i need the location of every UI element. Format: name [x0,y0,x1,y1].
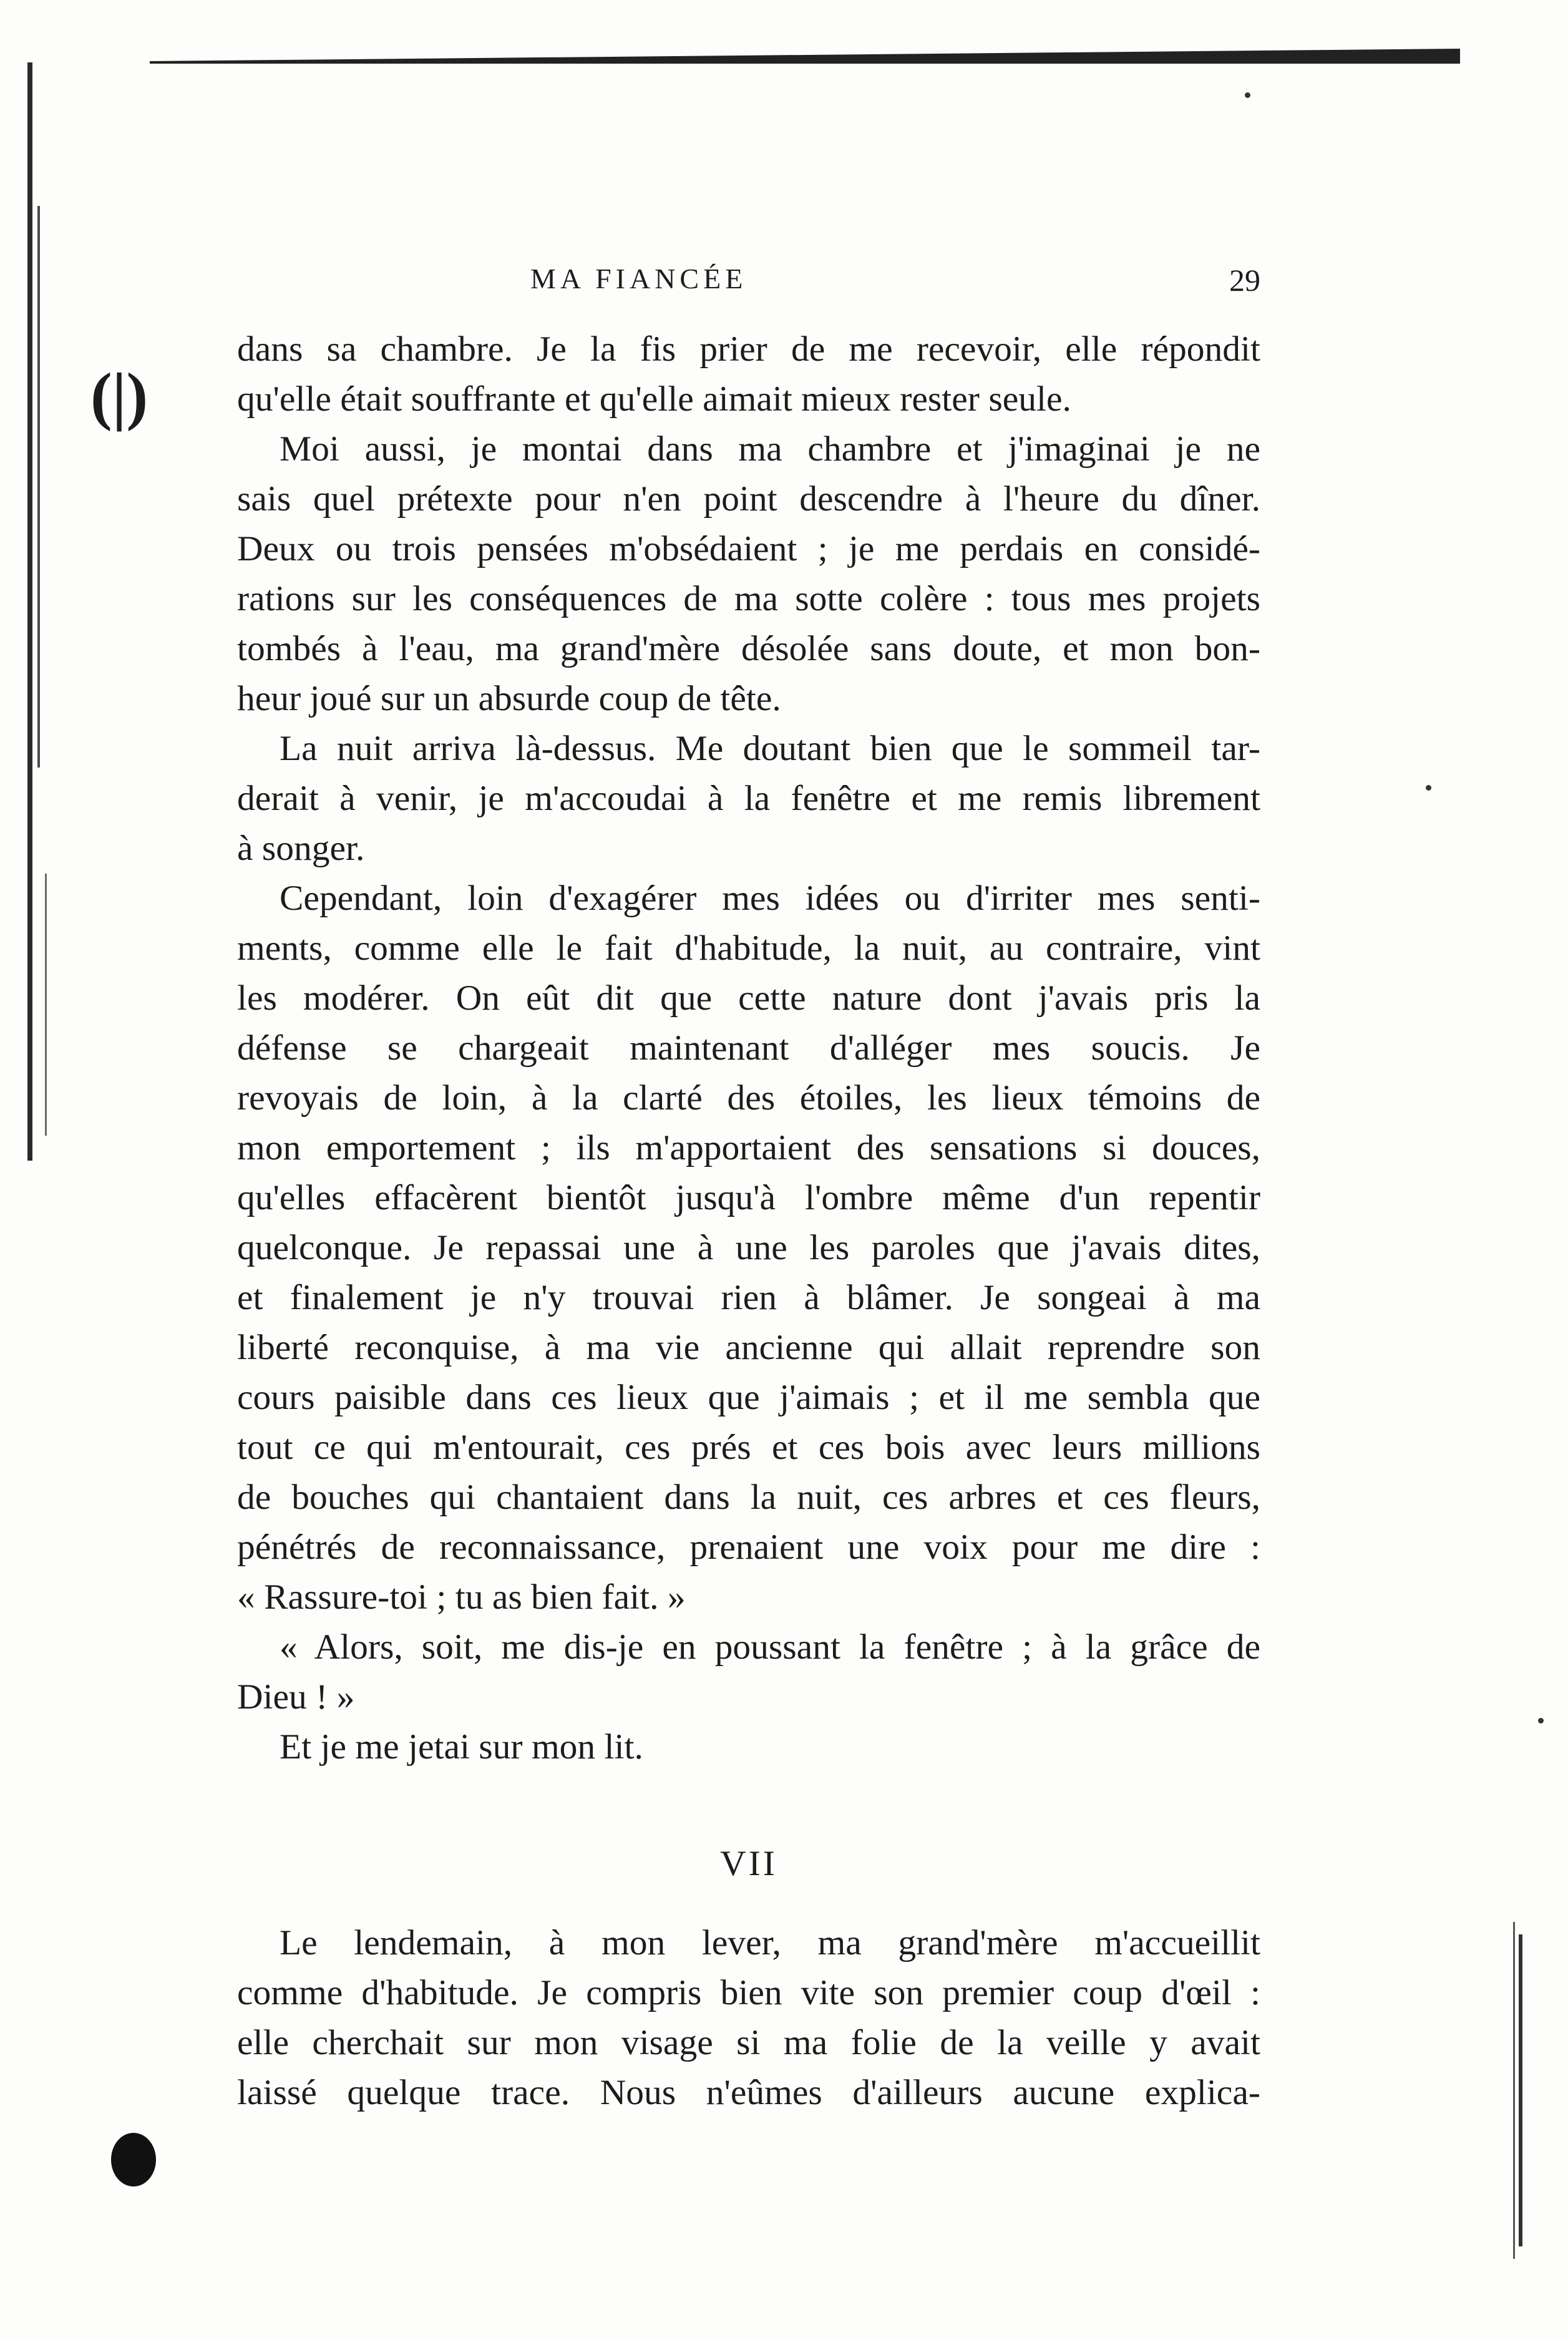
text-line: « Rassure-toi ; tu as bien fait. » [237,1577,686,1617]
text-line: laissé quelque trace. Nous n'eûmes d'ailleurs aucune explica- [237,2073,1260,2112]
scan-edge-shadow [37,206,40,768]
text-line: quelconque. Je repassai une à une les paroles que j'avais dites, [237,1228,1260,1267]
text-line: comme d'habitude. Je compris bien vite son premier coup d'œil : [237,1973,1260,2012]
text-line: rations sur les conséquences de ma sotte colère : tous mes projets [237,579,1260,618]
chapter-heading: VII [720,1844,777,1883]
margin-glyph: (|) [90,360,149,432]
body-text [237,324,1260,2118]
text-line: mon emportement ; ils m'apportaient des sensations si douces, [237,1128,1260,1168]
text-line: et finalement je n'y trouvai rien à blâmer. Je songeai à ma [237,1278,1260,1317]
text-line: défense se chargeait maintenant d'alléger mes soucis. Je [237,1028,1260,1068]
text-line: tombés à l'eau, ma grand'mère désolée sans doute, et mon bon- [237,629,1260,668]
text-line: La nuit arriva là-dessus. Me doutant bien que le sommeil tar- [280,729,1260,768]
text-line: qu'elle était souffrante et qu'elle aimait mieux rester seule. [237,379,1071,419]
ink-blot [111,2133,156,2186]
text-line: ments, comme elle le fait d'habitude, la nuit, au contraire, vint [237,929,1260,968]
text-line: liberté reconquise, à ma vie ancienne qui allait reprendre son [237,1328,1260,1367]
text-line: Le lendemain, à mon lever, ma grand'mère m'accueillit [280,1923,1260,1962]
scan-edge-shadow [27,62,32,1161]
text-line: Deux ou trois pensées m'obsédaient ; je me perdais en considé- [237,529,1260,568]
running-title: MA FIANCÉE [530,263,747,295]
text-line: heur joué sur un absurde coup de tête. [237,679,781,718]
text-line: dans sa chambre. Je la fis prier de me recevoir, elle répondit [237,329,1260,369]
top-scan-rule [150,49,1460,64]
text-line: derait à venir, je m'accoudai à la fenêtre et me remis librement [237,779,1260,818]
text-line: « Alors, soit, me dis-je en poussant la fenêtre ; à la grâce de [280,1627,1260,1667]
text-line: les modérer. On eût dit que cette nature dont j'avais pris la [237,978,1260,1018]
speck [1426,785,1431,791]
text-line: qu'elles effacèrent bientôt jusqu'à l'ombre même d'un repentir [237,1178,1260,1217]
page-header [237,262,1260,312]
text-line: Dieu ! » [237,1677,355,1717]
speck [1538,1718,1544,1723]
text-line: Cependant, loin d'exagérer mes idées ou d'irriter mes senti- [280,879,1260,918]
scan-edge-mark [1513,1922,1524,2259]
text-line: tout ce qui m'entourait, ces prés et ces bois avec leurs millions [237,1428,1260,1467]
page-number: 29 [1229,263,1260,298]
text-line: pénétrés de reconnaissance, prenaient une voix pour me dire : [237,1528,1260,1567]
scan-edge-shadow [45,874,47,1136]
text-line: revoyais de loin, à la clarté des étoiles, les lieux témoins de [237,1078,1260,1118]
text-line: elle cherchait sur mon visage si ma folie de la veille y avait [237,2023,1260,2062]
text-line: cours paisible dans ces lieux que j'aimais ; et il me sembla que [237,1378,1260,1417]
speck [1245,92,1250,98]
text-line: à songer. [237,829,365,868]
text-line: sais quel prétexte pour n'en point descendre à l'heure du dîner. [237,479,1260,519]
text-line: Et je me jetai sur mon lit. [280,1727,643,1767]
text-line: Moi aussi, je montai dans ma chambre et j'imaginai je ne [280,429,1260,469]
text-line: de bouches qui chantaient dans la nuit, ces arbres et ces fleurs, [237,1478,1260,1517]
